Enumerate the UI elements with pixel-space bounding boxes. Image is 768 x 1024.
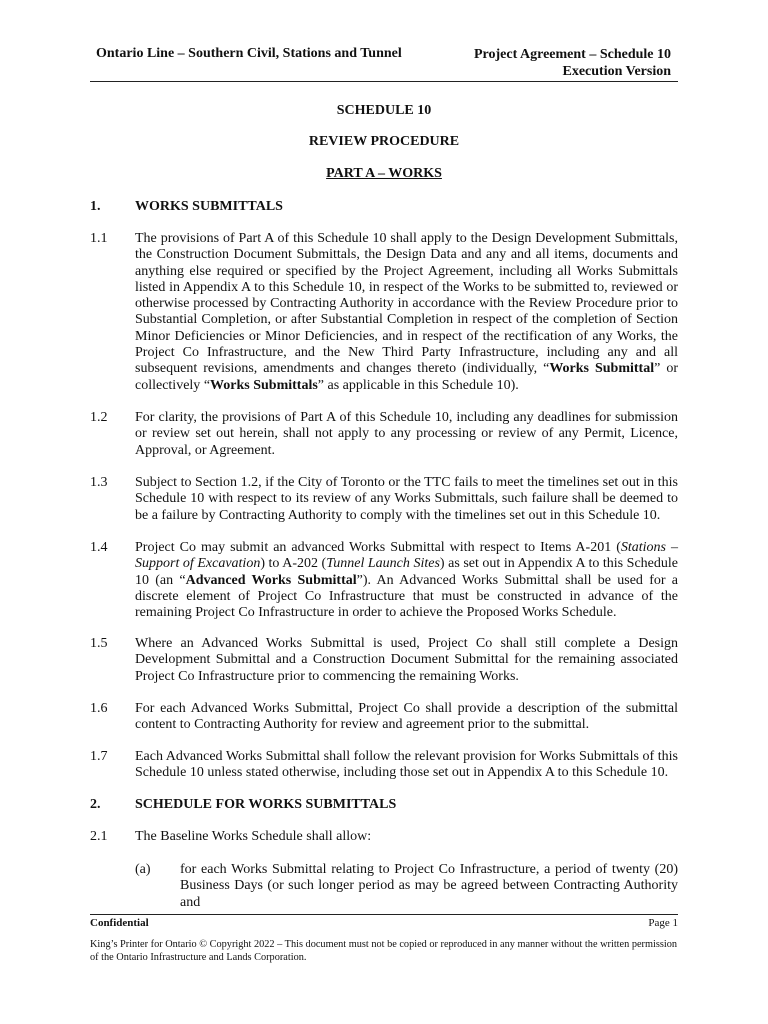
part-title-text: PART A – WORKS — [326, 166, 442, 181]
paragraph-number: 2.1 — [90, 829, 108, 844]
paragraph-line: Substantial Completion, or after Substantial Completion in respect of the completion of Section — [135, 312, 678, 328]
paragraph-number: 1.7 — [90, 749, 108, 764]
italic-term: Stations – Support of Excavation — [135, 540, 678, 572]
paragraph-1-6 — [90, 701, 678, 734]
text-run: Project Co may submit an advanced Works Submittal with respect to Items A-201 ( — [135, 540, 621, 555]
subparagraph-2-1-a — [135, 862, 678, 911]
defined-term: Works Submittals — [210, 377, 318, 393]
subparagraph-text: for each Works Submittal relating to Project Co Infrastructure, a period of twenty (20) Business Days (or such longer period as may be agreed between Contracting Authority and — [180, 862, 678, 910]
header-right — [474, 46, 671, 80]
paragraph-number: 1.3 — [90, 475, 108, 490]
paragraph-line: in Appendix A to this Schedule 10, in respect of the Works to be submitted to, reviewed or — [169, 279, 678, 295]
paragraph-line: ” or collectively — [135, 361, 678, 393]
paragraph-1-2 — [90, 410, 678, 459]
text-run: ”). An Advanced Works Submittal shall be used for a discrete element of Project Co Infrastructure that must be constructed in advance of the remaining Project Co Infrastructure in order to achieve the Proposed Works Schedule. — [135, 572, 678, 621]
paragraph-2-1 — [90, 829, 678, 845]
text-run: ) to A-202 ( — [260, 556, 327, 572]
paragraph-line: the Construction Document Submittals, the Design Data and any and all items, documents and — [135, 247, 678, 263]
text-run: ) as set out in Appendix A to this Schedule 10 (an “ — [135, 556, 678, 588]
header-divider — [90, 81, 678, 82]
paragraph-text: For each Advanced Works Submittal, Project Co shall provide a description of the submittal content to Contracting Authority for review and agreement prior to the submittal. — [135, 701, 678, 733]
paragraph-1-1 — [90, 231, 678, 394]
footer-page-number: Page 1 — [648, 917, 678, 929]
paragraph-line: revisions, amendments and changes thereto (individually, “ — [203, 361, 550, 377]
paragraph-number: 1.4 — [90, 540, 108, 555]
paragraph-text — [135, 540, 678, 621]
paragraph-number: 1.1 — [90, 231, 108, 246]
schedule-title: SCHEDULE 10 — [336, 103, 432, 118]
footer-copyright: King’s Printer for Ontario © Copyright 2022 – This document must not be copied or reproduced in any manner without the written permission of the Ontario Infrastructure and Lands Corporation. — [90, 939, 678, 963]
paragraph-1-3 — [90, 475, 678, 524]
paragraph-number: 1.6 — [90, 701, 108, 716]
header-left-title: Ontario Line – Southern Civil, Stations and Tunnel — [96, 46, 402, 61]
paragraph-text: For clarity, the provisions of Part A of this Schedule 10, including any deadlines for submission or review set out herein, shall not apply to any processing or review of any Permit, Licence, Approval, or Agreement. — [135, 410, 678, 458]
paragraph-number: 1.5 — [90, 636, 108, 651]
paragraph-number: 1.2 — [90, 410, 108, 425]
paragraph-line: “ — [203, 377, 211, 393]
footer-divider — [90, 914, 678, 915]
footer-confidential: Confidential — [90, 917, 149, 929]
header-right-line2: Execution Version — [562, 64, 671, 79]
paragraph-text: Where an Advanced Works Submittal is used, Project Co shall still complete a Design Development Submittal and a Construction Document Submittal for the remaining associated Project Co Infrastructure prior to commencing the remaining Works. — [135, 636, 678, 684]
defined-term: Advanced Works Submittal — [185, 572, 357, 588]
paragraph-text: Subject to Section 1.2, if the City of Toronto or the TTC fails to meet the timelines set out in this Schedule 10 with respect to its review of any Works Submittals, such failure shall be deemed to be a failure by Contracting Authority to comply with the timelines set out in this Schedule 10. — [135, 475, 678, 523]
procedure-title: REVIEW PROCEDURE — [308, 134, 460, 149]
subparagraph-number: (a) — [135, 862, 151, 877]
section-title: WORKS SUBMITTALS — [135, 199, 283, 214]
section-number: 2. — [90, 797, 101, 812]
defined-term: Works Submittal — [549, 361, 655, 377]
paragraph-line: ” as applicable in this Schedule 10). — [317, 377, 519, 393]
paragraph-line: otherwise processed by Contracting Authority in accordance with the Review Procedure prior to — [135, 296, 678, 312]
section-title: SCHEDULE FOR WORKS SUBMITTALS — [135, 797, 397, 812]
paragraph-1-4 — [90, 540, 678, 621]
paragraph-text — [135, 231, 678, 394]
paragraph-line: anything else required or specified by the Project Agreement, including all Works Submittals listed — [135, 263, 678, 295]
header-right-line1: Project Agreement – Schedule 10 — [474, 47, 671, 62]
paragraph-line: The provisions of Part A of this Schedule 10 shall apply to the Design Development Submittals, — [135, 231, 678, 246]
part-title — [90, 166, 678, 182]
paragraph-1-7 — [90, 749, 678, 782]
paragraph-text: The Baseline Works Schedule shall allow: — [135, 829, 372, 844]
italic-term: Tunnel Launch Sites — [326, 556, 440, 572]
paragraph-line: Minor Deficiencies or Minor Deficiencies, and in respect of the rectification of any Works, the — [135, 328, 678, 344]
section-number: 1. — [90, 199, 101, 214]
paragraph-line: Project Co Infrastructure, and the New Third Party Infrastructure, including any and all subsequent — [135, 345, 678, 377]
paragraph-text: Each Advanced Works Submittal shall follow the relevant provision for Works Submittals of this Schedule 10 unless stated otherwise, including those set out in Appendix A to this Schedule 10. — [135, 749, 678, 781]
paragraph-1-5 — [90, 636, 678, 685]
